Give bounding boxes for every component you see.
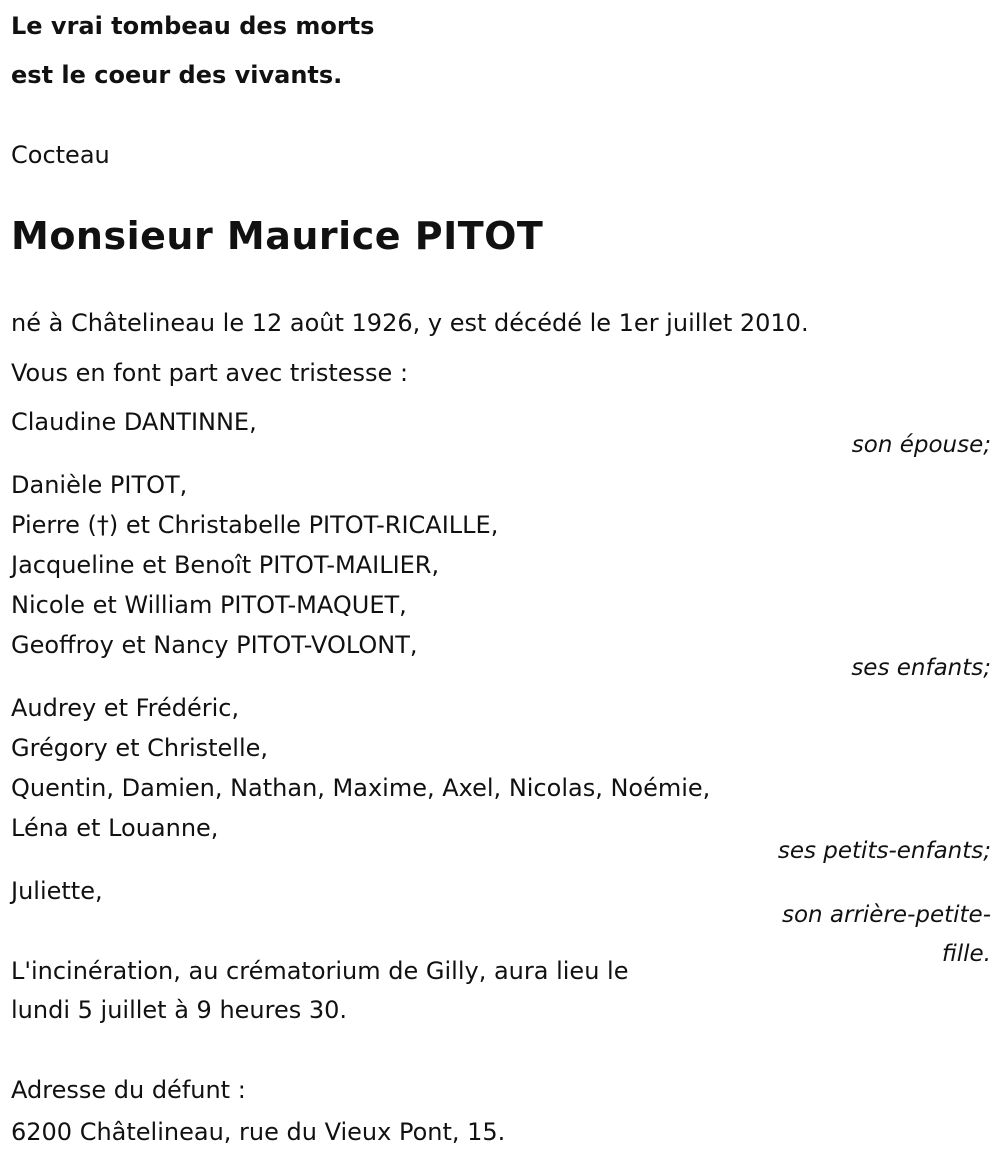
child-name: Geoffroy et Nancy PITOT-VOLONT, — [11, 631, 418, 659]
child-name: Pierre (†) et Christabelle PITOT-RICAILLE, — [11, 511, 499, 539]
grandchild-name: Quentin, Damien, Nathan, Maxime, Axel, Nicolas, Noémie, — [11, 774, 711, 802]
address-value: 6200 Châtelineau, rue du Vieux Pont, 15. — [11, 1118, 506, 1146]
life-dates: né à Châtelineau le 12 août 1926, y est décédé le 1er juillet 2010. — [11, 309, 809, 337]
great-grandchild-name: Juliette, — [11, 877, 103, 905]
grandchild-name: Léna et Louanne, — [11, 814, 219, 842]
address-label: Adresse du défunt : — [11, 1076, 246, 1104]
child-name: Nicole et William PITOT-MAQUET, — [11, 591, 407, 619]
epigraph-line-1: Le vrai tombeau des morts — [11, 12, 375, 40]
grandchild-name: Audrey et Frédéric, — [11, 694, 240, 722]
child-name: Jacqueline et Benoît PITOT-MAILIER, — [11, 551, 440, 579]
spouse-name: Claudine DANTINNE, — [11, 408, 257, 436]
children-relation: ses enfants; — [851, 655, 991, 681]
epigraph-author: Cocteau — [11, 141, 110, 169]
spouse-relation: son épouse; — [851, 432, 991, 458]
grandchild-name: Grégory et Christelle, — [11, 734, 269, 762]
epigraph-line-2: est le coeur des vivants. — [11, 61, 343, 89]
ceremony-line-1: L'incinération, au crématorium de Gilly, aura lieu le — [11, 957, 629, 985]
grandchildren-relation: ses petits-enfants; — [777, 838, 991, 864]
child-name: Danièle PITOT, — [11, 471, 188, 499]
deceased-name: Monsieur Maurice PITOT — [11, 214, 544, 258]
great-grandchild-relation-line-1: son arrière-petite- — [781, 902, 991, 928]
ceremony-line-2: lundi 5 juillet à 9 heures 30. — [11, 996, 348, 1024]
great-grandchild-relation-line-2: fille. — [941, 941, 991, 967]
announcement: Vous en font part avec tristesse : — [11, 359, 409, 387]
